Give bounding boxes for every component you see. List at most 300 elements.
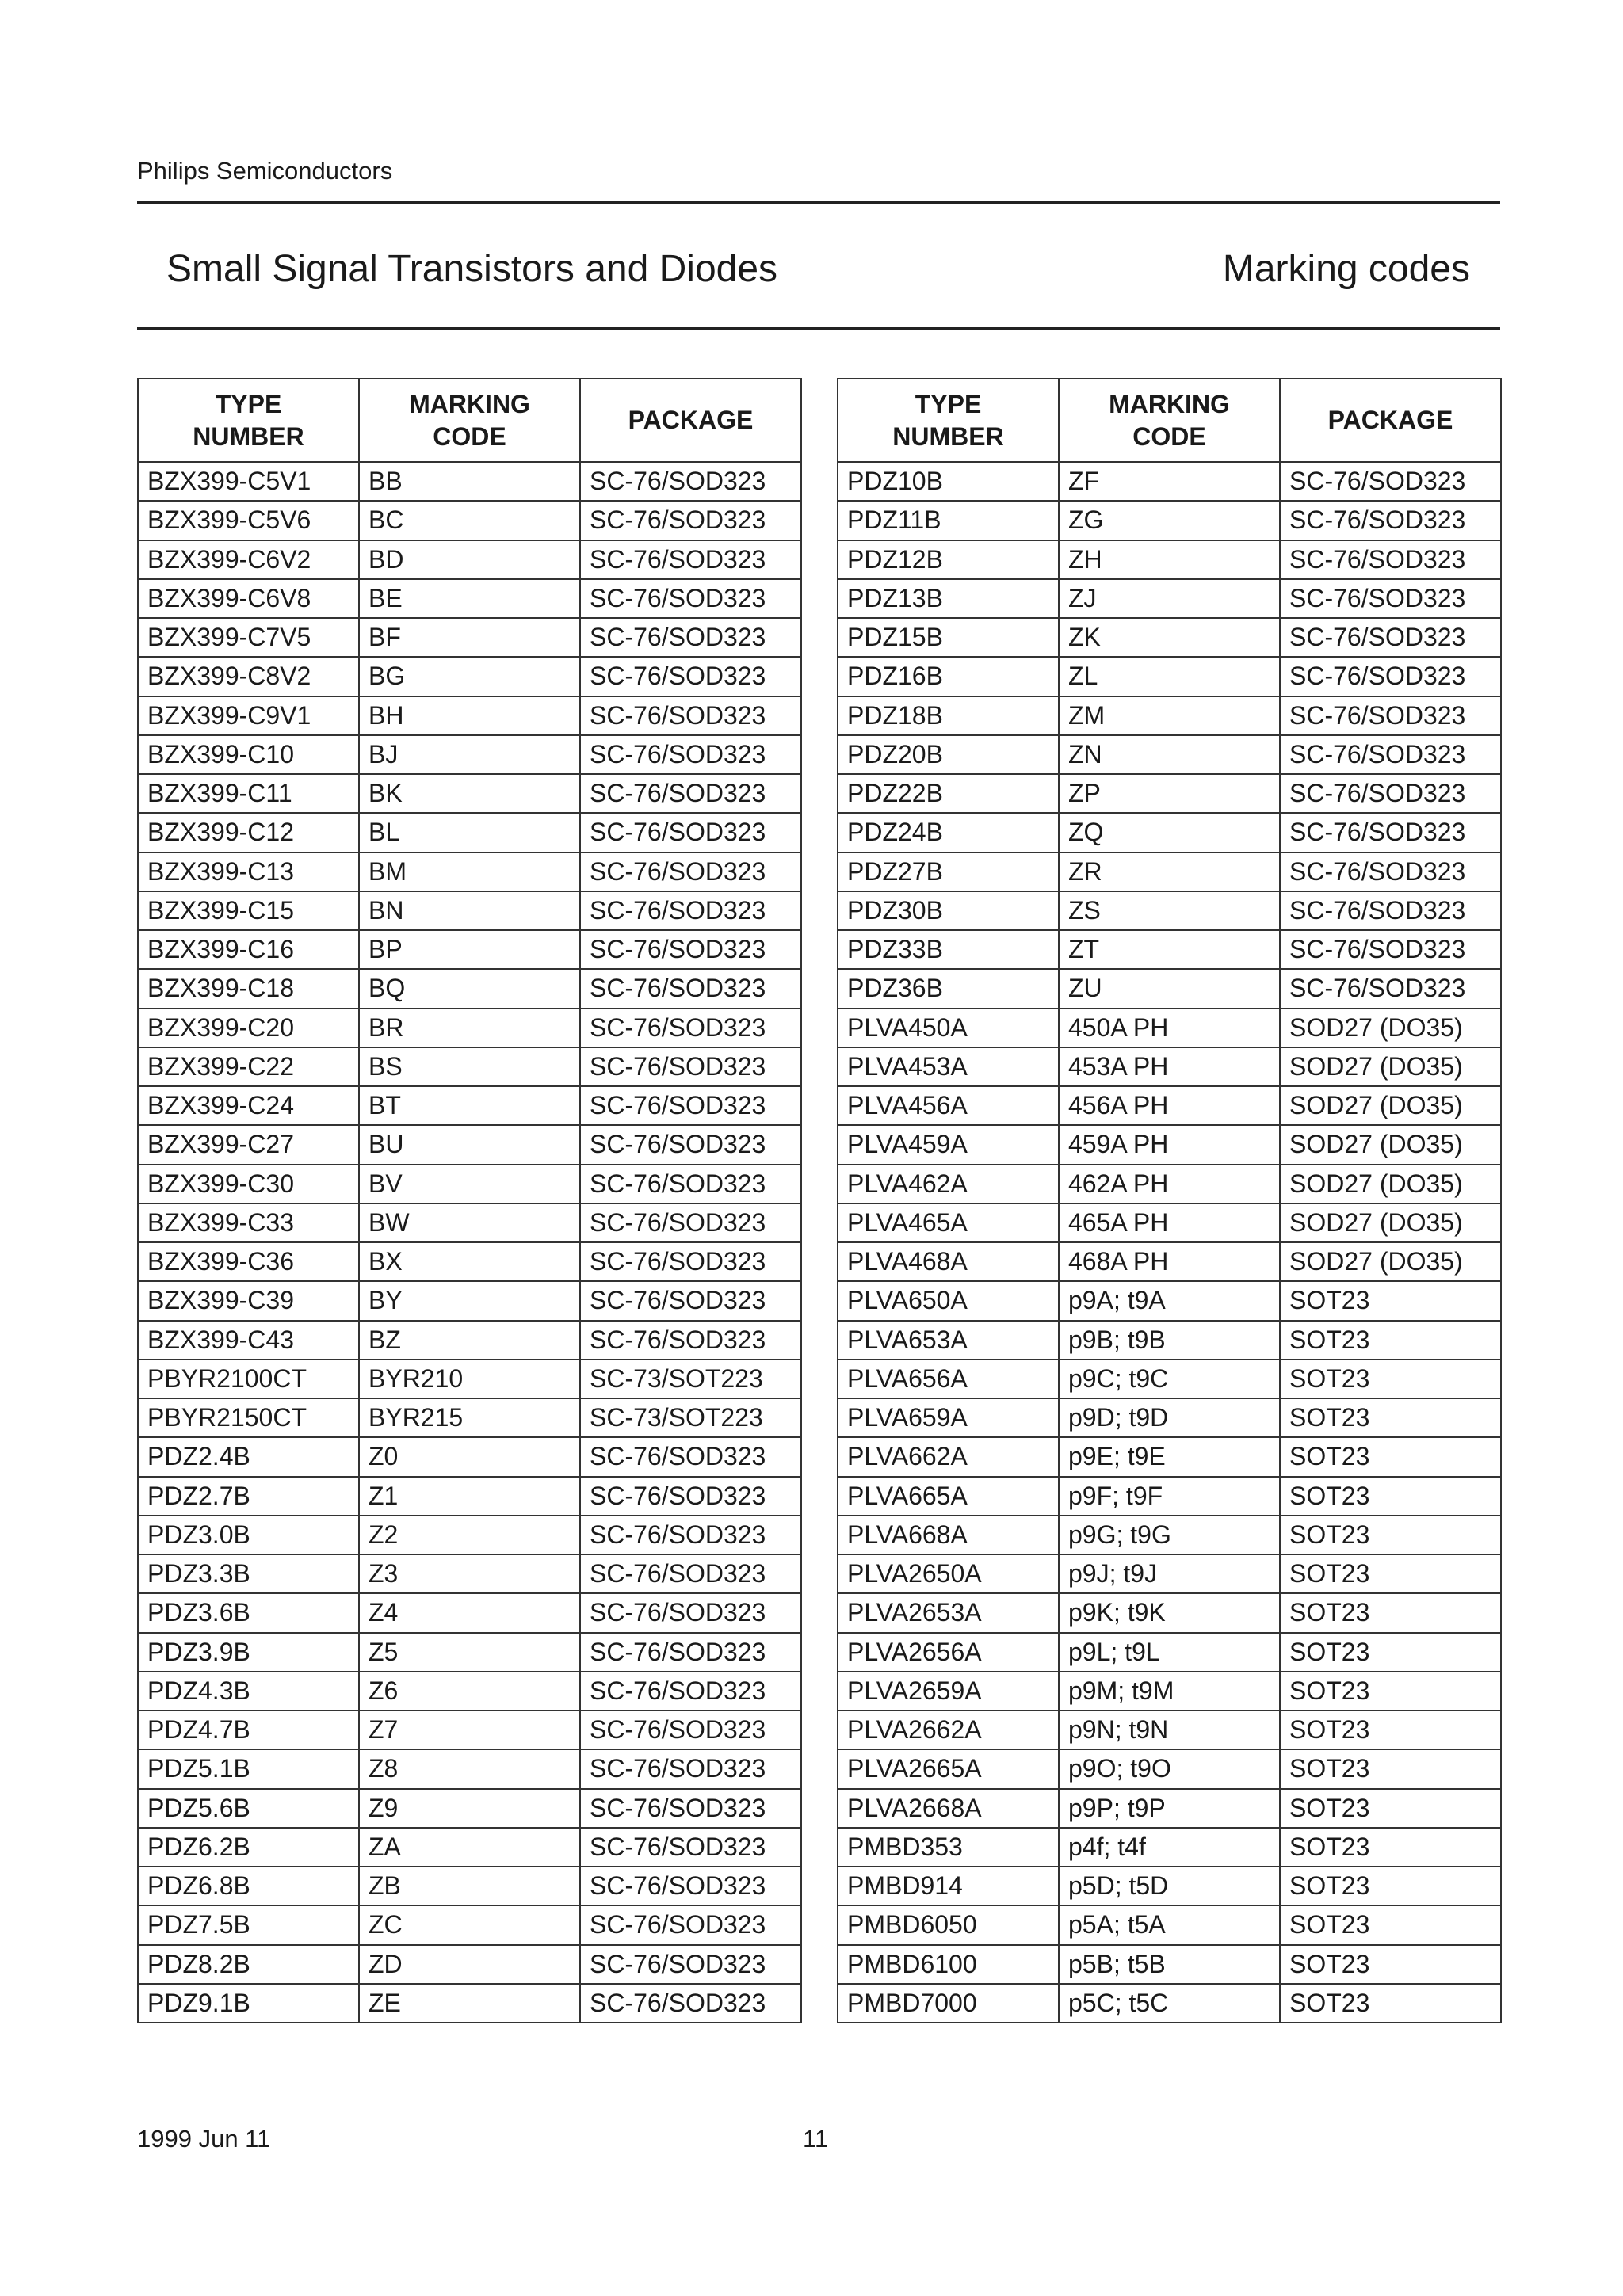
table-row	[138, 1516, 801, 1554]
type-number-cell: PLVA2668A	[838, 1789, 1059, 1828]
table-row	[138, 540, 801, 579]
table-row	[838, 1165, 1501, 1203]
table-row	[138, 930, 801, 969]
table-row	[138, 1165, 801, 1203]
package-cell: SC-76/SOD323	[1280, 774, 1501, 813]
marking-code-cell: BH	[359, 696, 580, 735]
type-number-cell: PDZ6.8B	[138, 1867, 359, 1905]
marking-code-cell: p9F; t9F	[1059, 1477, 1280, 1516]
table-row	[838, 1828, 1501, 1867]
package-cell: SOT23	[1280, 1477, 1501, 1516]
type-number-cell: PDZ8.2B	[138, 1945, 359, 1984]
table-row	[138, 1437, 801, 1476]
package-cell: SC-76/SOD323	[580, 969, 801, 1008]
type-number-cell: BZX399-C16	[138, 930, 359, 969]
table-row	[138, 1360, 801, 1398]
package-cell: SC-76/SOD323	[1280, 540, 1501, 579]
marking-code-cell: ZU	[1059, 969, 1280, 1008]
table-row	[138, 1867, 801, 1905]
table-row	[138, 735, 801, 774]
package-cell: SC-73/SOT223	[580, 1360, 801, 1398]
package-cell: SC-76/SOD323	[580, 774, 801, 813]
type-number-cell: PLVA453A	[838, 1047, 1059, 1086]
type-number-cell: PLVA2656A	[838, 1633, 1059, 1672]
type-number-cell: BZX399-C43	[138, 1321, 359, 1360]
table-row	[838, 1321, 1501, 1360]
table-row	[838, 1905, 1501, 1944]
marking-code-cell: ZJ	[1059, 579, 1280, 618]
table-row	[138, 1554, 801, 1593]
marking-code-cell: BF	[359, 618, 580, 657]
table-row	[838, 1749, 1501, 1788]
package-cell: SOT23	[1280, 1867, 1501, 1905]
marking-codes-table-right	[837, 378, 1502, 2023]
table-row	[838, 1242, 1501, 1281]
package-cell: SC-76/SOD323	[580, 1086, 801, 1125]
package-cell: SC-76/SOD323	[580, 540, 801, 579]
marking-code-cell: p9J; t9J	[1059, 1554, 1280, 1593]
table-row	[138, 1047, 801, 1086]
package-cell: SOT23	[1280, 1281, 1501, 1320]
marking-code-cell: BJ	[359, 735, 580, 774]
package-cell: SC-76/SOD323	[1280, 930, 1501, 969]
marking-code-cell: Z8	[359, 1749, 580, 1788]
marking-code-cell: ZQ	[1059, 813, 1280, 852]
table-row	[138, 1009, 801, 1047]
marking-code-cell: p5D; t5D	[1059, 1867, 1280, 1905]
package-cell: SC-76/SOD323	[1280, 735, 1501, 774]
type-number-cell: BZX399-C36	[138, 1242, 359, 1281]
table-row	[838, 930, 1501, 969]
package-cell: SOD27 (DO35)	[1280, 1242, 1501, 1281]
type-number-cell: PDZ3.6B	[138, 1593, 359, 1632]
table-row	[138, 813, 801, 852]
table-row	[838, 1516, 1501, 1554]
company-name: Philips Semiconductors	[137, 157, 393, 185]
table-header-row	[838, 379, 1501, 462]
marking-code-cell: 453A PH	[1059, 1047, 1280, 1086]
type-number-cell: PDZ3.3B	[138, 1554, 359, 1593]
table-row	[138, 1477, 801, 1516]
marking-code-cell: BK	[359, 774, 580, 813]
table-row	[138, 1125, 801, 1164]
marking-code-cell: ZE	[359, 1984, 580, 2023]
package-cell: SC-76/SOD323	[1280, 618, 1501, 657]
type-number-cell: PDZ20B	[838, 735, 1059, 774]
table-row	[138, 1945, 801, 1984]
marking-code-cell: ZR	[1059, 852, 1280, 891]
marking-code-cell: BP	[359, 930, 580, 969]
marking-code-cell: ZG	[1059, 501, 1280, 540]
marking-code-cell: p5B; t5B	[1059, 1945, 1280, 1984]
package-cell: SOT23	[1280, 1711, 1501, 1749]
column-header-type-number: TYPE NUMBER	[838, 379, 1059, 462]
package-cell: SC-76/SOD323	[580, 1905, 801, 1944]
marking-code-cell: BR	[359, 1009, 580, 1047]
table-row	[838, 774, 1501, 813]
type-number-cell: PDZ27B	[838, 852, 1059, 891]
package-cell: SC-76/SOD323	[580, 1242, 801, 1281]
marking-code-cell: Z5	[359, 1633, 580, 1672]
table-row	[138, 462, 801, 501]
marking-code-cell: p9B; t9B	[1059, 1321, 1280, 1360]
package-cell: SC-76/SOD323	[580, 813, 801, 852]
package-cell: SC-76/SOD323	[580, 1321, 801, 1360]
marking-code-cell: 468A PH	[1059, 1242, 1280, 1281]
package-cell: SOD27 (DO35)	[1280, 1009, 1501, 1047]
section-title: Marking codes	[1222, 248, 1470, 290]
table-row	[838, 1437, 1501, 1476]
type-number-cell: BZX399-C8V2	[138, 657, 359, 696]
type-number-cell: PDZ3.0B	[138, 1516, 359, 1554]
package-cell: SC-76/SOD323	[580, 1009, 801, 1047]
marking-code-cell: p9C; t9C	[1059, 1360, 1280, 1398]
package-cell: SC-76/SOD323	[580, 1437, 801, 1476]
type-number-cell: PDZ16B	[838, 657, 1059, 696]
marking-code-cell: ZH	[1059, 540, 1280, 579]
type-number-cell: PLVA662A	[838, 1437, 1059, 1476]
table-row	[138, 1281, 801, 1320]
marking-code-cell: BN	[359, 891, 580, 930]
type-number-cell: PLVA659A	[838, 1398, 1059, 1437]
table-row	[838, 1047, 1501, 1086]
type-number-cell: BZX399-C6V2	[138, 540, 359, 579]
type-number-cell: PLVA2665A	[838, 1749, 1059, 1788]
marking-code-cell: 465A PH	[1059, 1203, 1280, 1242]
marking-code-cell: BY	[359, 1281, 580, 1320]
package-cell: SOD27 (DO35)	[1280, 1086, 1501, 1125]
package-cell: SC-76/SOD323	[580, 1633, 801, 1672]
column-header-package: PACKAGE	[580, 379, 801, 462]
type-number-cell: PMBD353	[838, 1828, 1059, 1867]
marking-code-cell: p9O; t9O	[1059, 1749, 1280, 1788]
package-cell: SOT23	[1280, 1789, 1501, 1828]
table-row	[838, 462, 1501, 501]
package-cell: SC-76/SOD323	[1280, 501, 1501, 540]
table-row	[138, 618, 801, 657]
table-row	[838, 891, 1501, 930]
column-header-marking-code: MARKING CODE	[359, 379, 580, 462]
package-cell: SC-76/SOD323	[1280, 891, 1501, 930]
package-cell: SOT23	[1280, 1554, 1501, 1593]
type-number-cell: PLVA665A	[838, 1477, 1059, 1516]
type-number-cell: PDZ33B	[838, 930, 1059, 969]
table-row	[838, 1086, 1501, 1125]
table-row	[838, 1125, 1501, 1164]
package-cell: SOT23	[1280, 1321, 1501, 1360]
package-cell: SOD27 (DO35)	[1280, 1125, 1501, 1164]
marking-code-cell: ZN	[1059, 735, 1280, 774]
marking-code-cell: BT	[359, 1086, 580, 1125]
table-row	[838, 969, 1501, 1008]
table-row	[138, 657, 801, 696]
column-header-type-number: TYPE NUMBER	[138, 379, 359, 462]
package-cell: SC-76/SOD323	[1280, 969, 1501, 1008]
marking-code-cell: p5C; t5C	[1059, 1984, 1280, 2023]
type-number-cell: PDZ30B	[838, 891, 1059, 930]
column-header-marking-code: MARKING CODE	[1059, 379, 1280, 462]
type-number-cell: BZX399-C30	[138, 1165, 359, 1203]
package-cell: SC-76/SOD323	[580, 1672, 801, 1711]
package-cell: SC-76/SOD323	[580, 1749, 801, 1788]
package-cell: SOT23	[1280, 1672, 1501, 1711]
page-number: 11	[803, 2125, 829, 2153]
marking-code-cell: ZC	[359, 1905, 580, 1944]
marking-code-cell: p5A; t5A	[1059, 1905, 1280, 1944]
marking-code-cell: Z6	[359, 1672, 580, 1711]
marking-code-cell: Z7	[359, 1711, 580, 1749]
type-number-cell: PLVA650A	[838, 1281, 1059, 1320]
type-number-cell: BZX399-C7V5	[138, 618, 359, 657]
table-header-row	[138, 379, 801, 462]
package-cell: SOT23	[1280, 1516, 1501, 1554]
type-number-cell: PDZ12B	[838, 540, 1059, 579]
table-row	[138, 891, 801, 930]
package-cell: SC-76/SOD323	[1280, 813, 1501, 852]
header-rule-bottom	[137, 327, 1500, 330]
table-row	[838, 1789, 1501, 1828]
marking-code-cell: BZ	[359, 1321, 580, 1360]
table-row	[838, 1711, 1501, 1749]
type-number-cell: PDZ7.5B	[138, 1905, 359, 1944]
table-body-right	[838, 462, 1501, 2023]
package-cell: SC-76/SOD323	[580, 1477, 801, 1516]
type-number-cell: PLVA2650A	[838, 1554, 1059, 1593]
package-cell: SC-76/SOD323	[580, 462, 801, 501]
marking-code-cell: ZM	[1059, 696, 1280, 735]
type-number-cell: PBYR2150CT	[138, 1398, 359, 1437]
table-row	[138, 969, 801, 1008]
marking-code-cell: BV	[359, 1165, 580, 1203]
marking-code-cell: BS	[359, 1047, 580, 1086]
type-number-cell: BZX399-C27	[138, 1125, 359, 1164]
marking-code-cell: ZK	[1059, 618, 1280, 657]
package-cell: SC-76/SOD323	[1280, 657, 1501, 696]
type-number-cell: PDZ13B	[838, 579, 1059, 618]
table-row	[838, 657, 1501, 696]
table-row	[838, 1867, 1501, 1905]
table-row	[838, 1672, 1501, 1711]
marking-code-cell: BYR210	[359, 1360, 580, 1398]
table-row	[138, 579, 801, 618]
column-header-package: PACKAGE	[1280, 379, 1501, 462]
marking-code-cell: BG	[359, 657, 580, 696]
package-cell: SOT23	[1280, 1398, 1501, 1437]
type-number-cell: BZX399-C9V1	[138, 696, 359, 735]
type-number-cell: BZX399-C13	[138, 852, 359, 891]
marking-code-cell: p9D; t9D	[1059, 1398, 1280, 1437]
marking-code-cell: BD	[359, 540, 580, 579]
marking-code-cell: p9L; t9L	[1059, 1633, 1280, 1672]
table-row	[138, 501, 801, 540]
type-number-cell: BZX399-C39	[138, 1281, 359, 1320]
type-number-cell: PDZ4.3B	[138, 1672, 359, 1711]
type-number-cell: PDZ6.2B	[138, 1828, 359, 1867]
package-cell: SOT23	[1280, 1593, 1501, 1632]
package-cell: SOD27 (DO35)	[1280, 1047, 1501, 1086]
package-cell: SC-76/SOD323	[1280, 852, 1501, 891]
marking-code-cell: ZF	[1059, 462, 1280, 501]
package-cell: SOT23	[1280, 1984, 1501, 2023]
type-number-cell: PMBD7000	[838, 1984, 1059, 2023]
type-number-cell: BZX399-C12	[138, 813, 359, 852]
table-body-left	[138, 462, 801, 2023]
package-cell: SOD27 (DO35)	[1280, 1203, 1501, 1242]
marking-code-cell: Z1	[359, 1477, 580, 1516]
marking-code-cell: p9K; t9K	[1059, 1593, 1280, 1632]
marking-code-cell: ZS	[1059, 891, 1280, 930]
type-number-cell: BZX399-C20	[138, 1009, 359, 1047]
header-rule-top	[137, 201, 1500, 204]
marking-code-cell: BC	[359, 501, 580, 540]
marking-code-cell: Z4	[359, 1593, 580, 1632]
package-cell: SOT23	[1280, 1905, 1501, 1944]
table-row	[138, 1749, 801, 1788]
type-number-cell: PDZ3.9B	[138, 1633, 359, 1672]
table-row	[838, 1984, 1501, 2023]
package-cell: SOT23	[1280, 1828, 1501, 1867]
package-cell: SOT23	[1280, 1749, 1501, 1788]
marking-code-cell: Z9	[359, 1789, 580, 1828]
type-number-cell: PLVA459A	[838, 1125, 1059, 1164]
type-number-cell: PLVA468A	[838, 1242, 1059, 1281]
table-row	[138, 774, 801, 813]
marking-code-cell: ZA	[359, 1828, 580, 1867]
table-row	[838, 1945, 1501, 1984]
marking-code-cell: ZT	[1059, 930, 1280, 969]
table-row	[138, 1711, 801, 1749]
marking-code-cell: p9N; t9N	[1059, 1711, 1280, 1749]
package-cell: SC-73/SOT223	[580, 1398, 801, 1437]
package-cell: SC-76/SOD323	[580, 1516, 801, 1554]
table-row	[838, 579, 1501, 618]
package-cell: SC-76/SOD323	[580, 1828, 801, 1867]
table-row	[838, 1360, 1501, 1398]
package-cell: SC-76/SOD323	[580, 1867, 801, 1905]
package-cell: SOT23	[1280, 1360, 1501, 1398]
marking-code-cell: BL	[359, 813, 580, 852]
marking-codes-table-left	[137, 378, 802, 2023]
type-number-cell: PDZ22B	[838, 774, 1059, 813]
package-cell: SC-76/SOD323	[580, 1047, 801, 1086]
package-cell: SC-76/SOD323	[580, 1165, 801, 1203]
type-number-cell: PDZ2.7B	[138, 1477, 359, 1516]
table-row	[838, 1281, 1501, 1320]
type-number-cell: PMBD6100	[838, 1945, 1059, 1984]
footer-date: 1999 Jun 11	[137, 2125, 271, 2153]
table-row	[838, 501, 1501, 540]
type-number-cell: PDZ24B	[838, 813, 1059, 852]
table-row	[138, 1984, 801, 2023]
marking-code-cell: BX	[359, 1242, 580, 1281]
table-row	[138, 1789, 801, 1828]
marking-code-cell: p9G; t9G	[1059, 1516, 1280, 1554]
package-cell: SC-76/SOD323	[580, 891, 801, 930]
table-row	[138, 1593, 801, 1632]
marking-code-cell: ZD	[359, 1945, 580, 1984]
table-row	[138, 1672, 801, 1711]
type-number-cell: BZX399-C15	[138, 891, 359, 930]
marking-code-cell: 450A PH	[1059, 1009, 1280, 1047]
table-row	[138, 1086, 801, 1125]
table-row	[138, 1203, 801, 1242]
type-number-cell: PDZ2.4B	[138, 1437, 359, 1476]
marking-code-cell: BW	[359, 1203, 580, 1242]
package-cell: SC-76/SOD323	[580, 1711, 801, 1749]
table-row	[838, 1593, 1501, 1632]
table-row	[138, 1242, 801, 1281]
package-cell: SC-76/SOD323	[580, 1281, 801, 1320]
table-row	[138, 1828, 801, 1867]
marking-code-cell: BE	[359, 579, 580, 618]
package-cell: SOT23	[1280, 1633, 1501, 1672]
type-number-cell: PLVA462A	[838, 1165, 1059, 1203]
type-number-cell: PLVA456A	[838, 1086, 1059, 1125]
type-number-cell: PMBD914	[838, 1867, 1059, 1905]
package-cell: SC-76/SOD323	[580, 1125, 801, 1164]
marking-code-cell: ZB	[359, 1867, 580, 1905]
marking-code-cell: ZL	[1059, 657, 1280, 696]
type-number-cell: PLVA2659A	[838, 1672, 1059, 1711]
marking-code-cell: BYR215	[359, 1398, 580, 1437]
type-number-cell: BZX399-C5V6	[138, 501, 359, 540]
marking-code-cell: Z0	[359, 1437, 580, 1476]
type-number-cell: BZX399-C18	[138, 969, 359, 1008]
marking-code-cell: Z2	[359, 1516, 580, 1554]
table-row	[838, 1009, 1501, 1047]
marking-code-cell: 462A PH	[1059, 1165, 1280, 1203]
table-row	[838, 618, 1501, 657]
table-row	[838, 1477, 1501, 1516]
table-row	[138, 1398, 801, 1437]
marking-code-cell: BB	[359, 462, 580, 501]
type-number-cell: BZX399-C6V8	[138, 579, 359, 618]
package-cell: SC-76/SOD323	[580, 618, 801, 657]
marking-code-cell: Z3	[359, 1554, 580, 1593]
type-number-cell: PBYR2100CT	[138, 1360, 359, 1398]
table-row	[138, 852, 801, 891]
type-number-cell: BZX399-C33	[138, 1203, 359, 1242]
type-number-cell: PLVA465A	[838, 1203, 1059, 1242]
table-row	[138, 1905, 801, 1944]
marking-code-cell: BQ	[359, 969, 580, 1008]
table-row	[838, 852, 1501, 891]
package-cell: SC-76/SOD323	[1280, 462, 1501, 501]
table-row	[838, 1633, 1501, 1672]
package-cell: SC-76/SOD323	[580, 852, 801, 891]
type-number-cell: PLVA656A	[838, 1360, 1059, 1398]
type-number-cell: PLVA450A	[838, 1009, 1059, 1047]
table-row	[838, 1398, 1501, 1437]
table-row	[838, 735, 1501, 774]
type-number-cell: PLVA653A	[838, 1321, 1059, 1360]
type-number-cell: PDZ10B	[838, 462, 1059, 501]
type-number-cell: PDZ18B	[838, 696, 1059, 735]
package-cell: SOT23	[1280, 1437, 1501, 1476]
marking-code-cell: 456A PH	[1059, 1086, 1280, 1125]
document-title: Small Signal Transistors and Diodes	[166, 248, 778, 290]
type-number-cell: PDZ36B	[838, 969, 1059, 1008]
package-cell: SC-76/SOD323	[580, 1593, 801, 1632]
package-cell: SC-76/SOD323	[580, 696, 801, 735]
table-row	[838, 813, 1501, 852]
marking-code-cell: p9A; t9A	[1059, 1281, 1280, 1320]
package-cell: SC-76/SOD323	[580, 1789, 801, 1828]
marking-code-cell: p4f; t4f	[1059, 1828, 1280, 1867]
type-number-cell: BZX399-C10	[138, 735, 359, 774]
package-cell: SC-76/SOD323	[580, 1554, 801, 1593]
table-row	[138, 696, 801, 735]
